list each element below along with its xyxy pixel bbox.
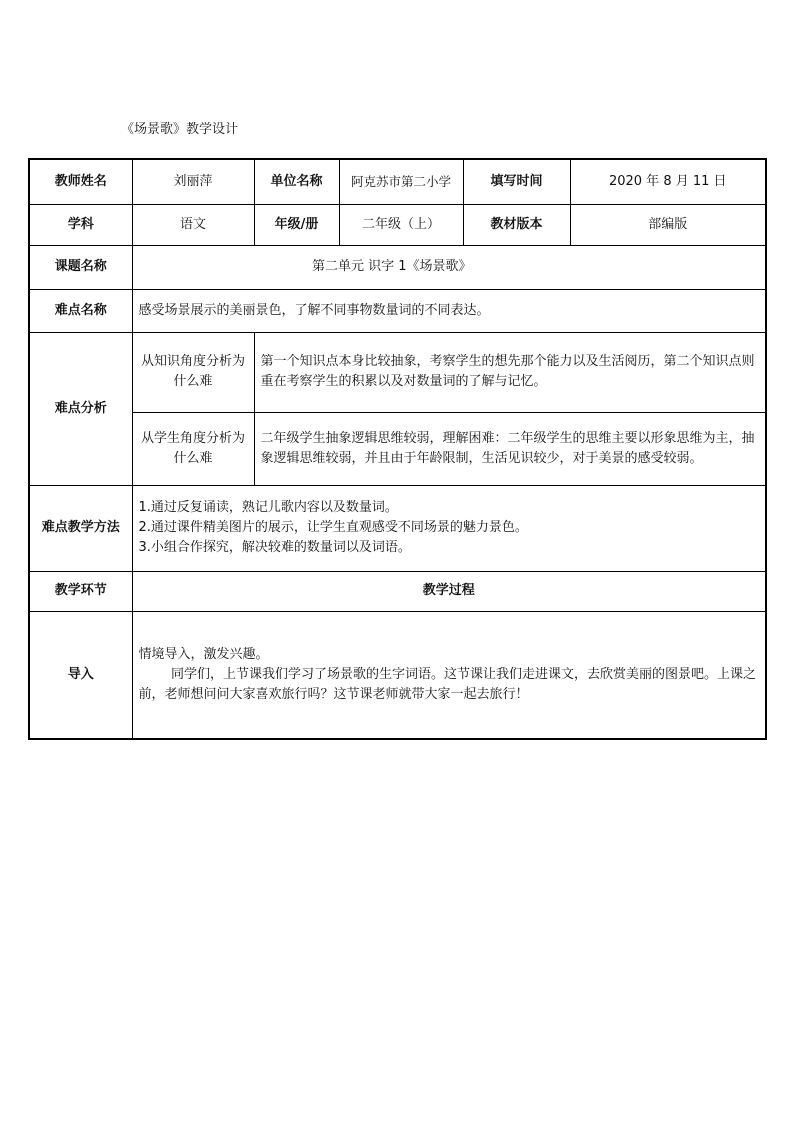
teacher-name-value: 刘丽萍 — [132, 159, 254, 204]
intro-line: 情境导入，激发兴趣。 — [138, 646, 269, 662]
row-basic-info — [29, 159, 766, 204]
fill-date-label: 填写时间 — [463, 159, 570, 204]
process-header: 教学过程 — [132, 571, 766, 611]
row-intro — [29, 611, 766, 739]
unit-name-label: 单位名称 — [254, 159, 339, 204]
unit-name-value: 阿克苏市第二小学 — [339, 159, 463, 204]
row-topic — [29, 245, 766, 289]
row-subject-info — [29, 204, 766, 245]
intro-label: 导入 — [29, 611, 132, 739]
knowledge-angle-text: 第一个知识点本身比较抽象，考察学生的想先那个能力以及生活阅历，第二个知识点则重在考察学生的积累以及对数量词的了解与记忆。 — [254, 332, 766, 412]
subject-value: 语文 — [132, 204, 254, 245]
topic-value: 第二单元 识字 1《场景歌》 — [132, 245, 766, 289]
method-label: 难点教学方法 — [29, 485, 132, 571]
edition-label: 教材版本 — [463, 204, 570, 245]
intro-paragraph: 同学们，上节课我们学习了场景歌的生字词语。这节课让我们走进课文，去欣赏美丽的图景吧。上课之前，老师想问问大家喜欢旅行吗？这节课老师就带大家一起去旅行！ — [138, 666, 757, 702]
row-difficulty-name — [29, 289, 766, 332]
teacher-name-label: 教师姓名 — [29, 159, 132, 204]
fill-date-value: 2020 年 8 月 11 日 — [570, 159, 766, 204]
edition-value: 部编版 — [570, 204, 766, 245]
difficulty-name-value: 感受场景展示的美丽景色，了解不同事物数量词的不同表达。 — [132, 289, 766, 332]
difficulty-analysis-label: 难点分析 — [29, 332, 132, 485]
student-angle-label: 从学生角度分析为什么难 — [132, 412, 254, 485]
lesson-plan-table — [28, 158, 767, 740]
stage-header: 教学环节 — [29, 571, 132, 611]
knowledge-angle-label: 从知识角度分析为什么难 — [132, 332, 254, 412]
method-item: 1.通过反复诵读，熟记儿歌内容以及数量词。 — [138, 500, 398, 515]
row-teaching-method — [29, 485, 766, 571]
subject-label: 学科 — [29, 204, 132, 245]
method-list — [132, 485, 766, 571]
row-difficulty-student — [29, 412, 766, 485]
row-process-header — [29, 571, 766, 611]
row-difficulty-knowledge — [29, 332, 766, 412]
student-angle-text: 二年级学生抽象逻辑思维较弱，理解困难：二年级学生的思维主要以形象思维为主，抽象逻辑思维较弱，并且由于年龄限制，生活见识较少，对于美景的感受较弱。 — [254, 412, 766, 485]
method-item: 2.通过课件精美图片的展示，让学生直观感受不同场景的魅力景色。 — [138, 520, 528, 535]
difficulty-name-label: 难点名称 — [29, 289, 132, 332]
grade-value: 二年级（上） — [339, 204, 463, 245]
method-item: 3.小组合作探究，解决较难的数量词以及词语。 — [138, 540, 411, 555]
intro-content — [132, 611, 766, 739]
topic-label: 课题名称 — [29, 245, 132, 289]
grade-label: 年级/册 — [254, 204, 339, 245]
document-title: 《场景歌》教学设计 — [121, 122, 239, 137]
